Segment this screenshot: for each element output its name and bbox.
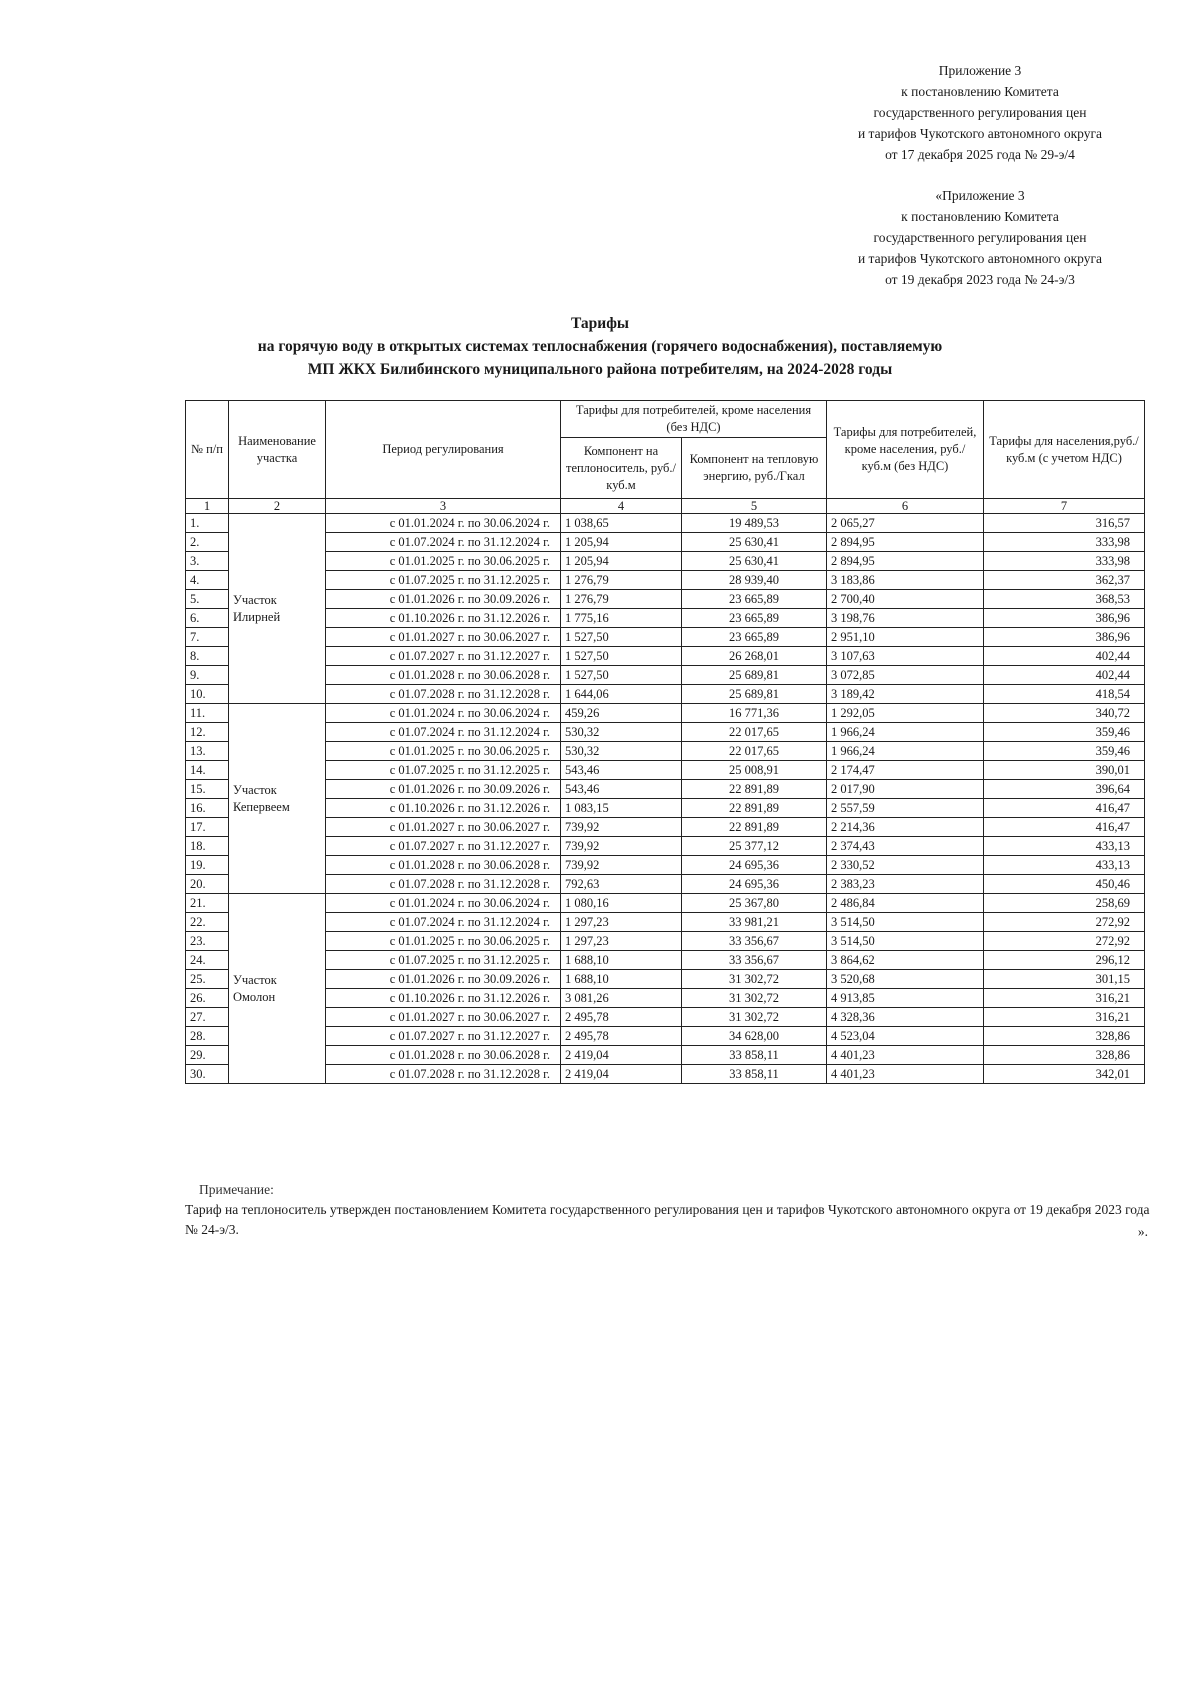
table-row — [186, 628, 1145, 647]
tariff-pop-cell: 296,12 — [984, 951, 1145, 970]
tariff-pop-cell: 333,98 — [984, 533, 1145, 552]
coolant-component-cell: 530,32 — [561, 742, 682, 761]
period-cell: с 01.01.2026 г. по 30.09.2026 г. — [326, 780, 561, 799]
tariff-excl-pop-cell: 1 966,24 — [827, 723, 984, 742]
coolant-component-cell: 1 688,10 — [561, 970, 682, 989]
energy-component-cell: 22 017,65 — [682, 723, 827, 742]
coolant-component-cell: 3 081,26 — [561, 989, 682, 1008]
tariff-excl-pop-cell: 3 514,50 — [827, 932, 984, 951]
header-num: № п/п — [186, 401, 229, 499]
energy-component-cell: 33 356,67 — [682, 932, 827, 951]
row-number: 4. — [186, 571, 229, 590]
area-name-line: Кепервеем — [233, 799, 290, 814]
tariff-excl-pop-cell: 4 328,36 — [827, 1008, 984, 1027]
row-number: 23. — [186, 932, 229, 951]
table-body — [186, 514, 1145, 1084]
row-number: 21. — [186, 894, 229, 913]
energy-component-cell: 33 981,21 — [682, 913, 827, 932]
area-name — [229, 514, 326, 704]
area-name-line: Участок — [233, 592, 277, 607]
row-number: 16. — [186, 799, 229, 818]
coolant-component-cell: 739,92 — [561, 837, 682, 856]
period-cell: с 01.07.2025 г. по 31.12.2025 г. — [326, 571, 561, 590]
tariff-excl-pop-cell: 2 951,10 — [827, 628, 984, 647]
coolant-component-cell: 792,63 — [561, 875, 682, 894]
energy-component-cell: 33 858,11 — [682, 1065, 827, 1084]
energy-component-cell: 23 665,89 — [682, 590, 827, 609]
table-row — [186, 514, 1145, 533]
row-number: 1. — [186, 514, 229, 533]
header-area: Наименование участка — [229, 401, 326, 499]
period-cell: с 01.07.2028 г. по 31.12.2028 г. — [326, 1065, 561, 1084]
tariff-excl-pop-cell: 3 198,76 — [827, 609, 984, 628]
energy-component-cell: 25 377,12 — [682, 837, 827, 856]
period-cell: с 01.07.2027 г. по 31.12.2027 г. — [326, 1027, 561, 1046]
energy-component-cell: 25 008,91 — [682, 761, 827, 780]
table-row — [186, 609, 1145, 628]
coolant-component-cell: 530,32 — [561, 723, 682, 742]
period-cell: с 01.07.2027 г. по 31.12.2027 г. — [326, 837, 561, 856]
tariff-pop-cell: 328,86 — [984, 1046, 1145, 1065]
note-label: Примечание: — [199, 1182, 274, 1197]
header-tariff-excl-pop: Тарифы для потребителей, кроме населения, руб./куб.м (без НДС) — [827, 401, 984, 499]
table-row — [186, 913, 1145, 932]
annex-line: от 17 декабря 2025 года № 29-э/4 — [885, 147, 1075, 162]
energy-component-cell: 16 771,36 — [682, 704, 827, 723]
coolant-component-cell: 543,46 — [561, 761, 682, 780]
row-number: 28. — [186, 1027, 229, 1046]
table-row — [186, 685, 1145, 704]
row-number: 22. — [186, 913, 229, 932]
table-row — [186, 723, 1145, 742]
tariff-pop-cell: 402,44 — [984, 647, 1145, 666]
row-number: 18. — [186, 837, 229, 856]
header-tariff-pop: Тарифы для населения,руб./куб.м (с учетом НДС) — [984, 401, 1145, 499]
column-number: 7 — [984, 499, 1145, 514]
table-row — [186, 742, 1145, 761]
annex-header-current — [830, 60, 1130, 165]
table-row — [186, 894, 1145, 913]
tariff-pop-cell: 433,13 — [984, 837, 1145, 856]
row-number: 17. — [186, 818, 229, 837]
annex-line: и тарифов Чукотского автономного округа — [857, 126, 1103, 141]
tariff-pop-cell: 368,53 — [984, 590, 1145, 609]
tariff-pop-cell: 333,98 — [984, 552, 1145, 571]
tariff-excl-pop-cell: 1 966,24 — [827, 742, 984, 761]
table-row — [186, 761, 1145, 780]
period-cell: с 01.01.2025 г. по 30.06.2025 г. — [326, 552, 561, 571]
period-cell: с 01.07.2024 г. по 31.12.2024 г. — [326, 533, 561, 552]
tariff-excl-pop-cell: 1 292,05 — [827, 704, 984, 723]
row-number: 24. — [186, 951, 229, 970]
coolant-component-cell: 1 276,79 — [561, 590, 682, 609]
column-number: 5 — [682, 499, 827, 514]
header-comp-coolant: Компонент на теплоноситель, руб./куб.м — [561, 438, 682, 499]
coolant-component-cell: 739,92 — [561, 856, 682, 875]
row-number: 19. — [186, 856, 229, 875]
header-period: Период регулирования — [326, 401, 561, 499]
table-row — [186, 970, 1145, 989]
energy-component-cell: 31 302,72 — [682, 989, 827, 1008]
row-number: 15. — [186, 780, 229, 799]
tariff-pop-cell: 390,01 — [984, 761, 1145, 780]
table-row — [186, 704, 1145, 723]
row-number: 10. — [186, 685, 229, 704]
coolant-component-cell: 1 644,06 — [561, 685, 682, 704]
tariff-pop-cell: 416,47 — [984, 818, 1145, 837]
energy-component-cell: 25 367,80 — [682, 894, 827, 913]
row-number: 27. — [186, 1008, 229, 1027]
note-section — [185, 1180, 1155, 1240]
coolant-component-cell: 1 297,23 — [561, 932, 682, 951]
tariff-pop-cell: 386,96 — [984, 609, 1145, 628]
period-cell: с 01.01.2028 г. по 30.06.2028 г. — [326, 666, 561, 685]
table-row — [186, 1065, 1145, 1084]
tariff-excl-pop-cell: 2 330,52 — [827, 856, 984, 875]
annex-header-original — [830, 185, 1130, 290]
tariff-pop-cell: 362,37 — [984, 571, 1145, 590]
row-number: 2. — [186, 533, 229, 552]
period-cell: с 01.01.2028 г. по 30.06.2028 г. — [326, 1046, 561, 1065]
column-number-row — [186, 499, 1145, 514]
energy-component-cell: 19 489,53 — [682, 514, 827, 533]
table-row — [186, 932, 1145, 951]
tariff-pop-cell: 396,64 — [984, 780, 1145, 799]
tariff-pop-cell: 258,69 — [984, 894, 1145, 913]
energy-component-cell: 33 858,11 — [682, 1046, 827, 1065]
energy-component-cell: 22 891,89 — [682, 818, 827, 837]
tariff-pop-cell: 359,46 — [984, 723, 1145, 742]
period-cell: с 01.01.2025 г. по 30.06.2025 г. — [326, 742, 561, 761]
column-number: 6 — [827, 499, 984, 514]
tariff-pop-cell: 402,44 — [984, 666, 1145, 685]
tariff-excl-pop-cell: 2 065,27 — [827, 514, 984, 533]
tariff-pop-cell: 316,21 — [984, 1008, 1145, 1027]
tariff-excl-pop-cell: 3 864,62 — [827, 951, 984, 970]
row-number: 26. — [186, 989, 229, 1008]
period-cell: с 01.01.2026 г. по 30.09.2026 г. — [326, 970, 561, 989]
energy-component-cell: 25 630,41 — [682, 552, 827, 571]
tariff-excl-pop-cell: 4 523,04 — [827, 1027, 984, 1046]
table-row — [186, 989, 1145, 1008]
energy-component-cell: 26 268,01 — [682, 647, 827, 666]
area-name-line: Омолон — [233, 989, 276, 1004]
table-row — [186, 647, 1145, 666]
annex-line: и тарифов Чукотского автономного округа — [857, 251, 1103, 266]
tariff-table — [185, 400, 1145, 1084]
tariff-pop-cell: 301,15 — [984, 970, 1145, 989]
coolant-component-cell: 459,26 — [561, 704, 682, 723]
table-row — [186, 552, 1145, 571]
tariff-excl-pop-cell: 2 557,59 — [827, 799, 984, 818]
document-title — [240, 312, 960, 381]
energy-component-cell: 25 630,41 — [682, 533, 827, 552]
title-line-1: Тарифы — [570, 315, 630, 332]
tariff-excl-pop-cell: 3 107,63 — [827, 647, 984, 666]
coolant-component-cell: 1 775,16 — [561, 609, 682, 628]
table-row — [186, 856, 1145, 875]
column-number: 3 — [326, 499, 561, 514]
tariff-excl-pop-cell: 2 894,95 — [827, 552, 984, 571]
tariff-pop-cell: 272,92 — [984, 932, 1145, 951]
energy-component-cell: 25 689,81 — [682, 685, 827, 704]
tariff-pop-cell: 342,01 — [984, 1065, 1145, 1084]
period-cell: с 01.10.2026 г. по 31.12.2026 г. — [326, 989, 561, 1008]
coolant-component-cell: 1 205,94 — [561, 533, 682, 552]
row-number: 7. — [186, 628, 229, 647]
closing-quote-mark: ». — [1137, 1224, 1148, 1239]
table-row — [186, 818, 1145, 837]
row-number: 6. — [186, 609, 229, 628]
title-line-2: на горячую воду в открытых системах теплоснабжения (горячего водоснабжения), поставляемую — [257, 338, 943, 355]
tariff-pop-cell: 316,57 — [984, 514, 1145, 533]
tariff-excl-pop-cell: 3 520,68 — [827, 970, 984, 989]
table-row — [186, 837, 1145, 856]
tariff-excl-pop-cell: 2 700,40 — [827, 590, 984, 609]
note-text: Тариф на теплоноситель утвержден постановлением Комитета государственного регулирования цен и тарифов Чукотского автономного округа от 19 декабря 2023 года № 24-э/3. — [185, 1202, 1150, 1237]
coolant-component-cell: 543,46 — [561, 780, 682, 799]
period-cell: с 01.10.2026 г. по 31.12.2026 г. — [326, 609, 561, 628]
row-number: 13. — [186, 742, 229, 761]
tariff-excl-pop-cell: 4 401,23 — [827, 1065, 984, 1084]
period-cell: с 01.07.2025 г. по 31.12.2025 г. — [326, 761, 561, 780]
coolant-component-cell: 2 419,04 — [561, 1065, 682, 1084]
coolant-component-cell: 2 419,04 — [561, 1046, 682, 1065]
table-row — [186, 875, 1145, 894]
annex-line: государственного регулирования цен — [873, 105, 1087, 120]
tariff-pop-cell: 316,21 — [984, 989, 1145, 1008]
row-number: 25. — [186, 970, 229, 989]
table-row — [186, 951, 1145, 970]
coolant-component-cell: 1 080,16 — [561, 894, 682, 913]
row-number: 29. — [186, 1046, 229, 1065]
row-number: 12. — [186, 723, 229, 742]
row-number: 30. — [186, 1065, 229, 1084]
coolant-component-cell: 1 527,50 — [561, 647, 682, 666]
period-cell: с 01.01.2024 г. по 30.06.2024 г. — [326, 704, 561, 723]
period-cell: с 01.01.2027 г. по 30.06.2027 г. — [326, 628, 561, 647]
column-number: 1 — [186, 499, 229, 514]
period-cell: с 01.07.2025 г. по 31.12.2025 г. — [326, 951, 561, 970]
coolant-component-cell: 1 083,15 — [561, 799, 682, 818]
coolant-component-cell: 1 527,50 — [561, 628, 682, 647]
tariff-excl-pop-cell: 2 017,90 — [827, 780, 984, 799]
period-cell: с 01.01.2024 г. по 30.06.2024 г. — [326, 894, 561, 913]
title-line-3: МП ЖКХ Билибинского муниципального района потребителям, на 2024-2028 годы — [307, 361, 893, 378]
tariff-pop-cell: 433,13 — [984, 856, 1145, 875]
row-number: 3. — [186, 552, 229, 571]
energy-component-cell: 31 302,72 — [682, 970, 827, 989]
period-cell: с 01.07.2028 г. по 31.12.2028 г. — [326, 875, 561, 894]
area-name — [229, 704, 326, 894]
annex-line: от 19 декабря 2023 года № 24-э/3 — [885, 272, 1075, 287]
energy-component-cell: 31 302,72 — [682, 1008, 827, 1027]
coolant-component-cell: 1 205,94 — [561, 552, 682, 571]
table-row — [186, 533, 1145, 552]
period-cell: с 01.01.2027 г. по 30.06.2027 г. — [326, 1008, 561, 1027]
tariff-pop-cell: 416,47 — [984, 799, 1145, 818]
energy-component-cell: 24 695,36 — [682, 856, 827, 875]
table-header — [186, 401, 1145, 514]
tariff-excl-pop-cell: 3 514,50 — [827, 913, 984, 932]
tariff-excl-pop-cell: 2 174,47 — [827, 761, 984, 780]
area-name-line: Участок — [233, 972, 277, 987]
tariff-pop-cell: 340,72 — [984, 704, 1145, 723]
period-cell: с 01.01.2027 г. по 30.06.2027 г. — [326, 818, 561, 837]
energy-component-cell: 24 695,36 — [682, 875, 827, 894]
energy-component-cell: 34 628,00 — [682, 1027, 827, 1046]
table-row — [186, 590, 1145, 609]
row-number: 20. — [186, 875, 229, 894]
period-cell: с 01.01.2028 г. по 30.06.2028 г. — [326, 856, 561, 875]
coolant-component-cell: 1 527,50 — [561, 666, 682, 685]
period-cell: с 01.07.2027 г. по 31.12.2027 г. — [326, 647, 561, 666]
period-cell: с 01.01.2025 г. по 30.06.2025 г. — [326, 932, 561, 951]
table-row — [186, 1046, 1145, 1065]
coolant-component-cell: 2 495,78 — [561, 1008, 682, 1027]
row-number: 14. — [186, 761, 229, 780]
coolant-component-cell: 1 297,23 — [561, 913, 682, 932]
energy-component-cell: 25 689,81 — [682, 666, 827, 685]
annex-line: государственного регулирования цен — [873, 230, 1087, 245]
tariff-pop-cell: 386,96 — [984, 628, 1145, 647]
header-group-excl-pop: Тарифы для потребителей, кроме населения (без НДС) — [561, 401, 827, 438]
tariff-pop-cell: 272,92 — [984, 913, 1145, 932]
period-cell: с 01.07.2024 г. по 31.12.2024 г. — [326, 723, 561, 742]
period-cell: с 01.10.2026 г. по 31.12.2026 г. — [326, 799, 561, 818]
tariff-excl-pop-cell: 2 383,23 — [827, 875, 984, 894]
tariff-pop-cell: 359,46 — [984, 742, 1145, 761]
tariff-excl-pop-cell: 2 374,43 — [827, 837, 984, 856]
annex-line: «Приложение 3 — [935, 188, 1025, 203]
annex-line: к постановлению Комитета — [901, 84, 1059, 99]
tariff-pop-cell: 418,54 — [984, 685, 1145, 704]
tariff-pop-cell: 450,46 — [984, 875, 1145, 894]
energy-component-cell: 22 891,89 — [682, 799, 827, 818]
coolant-component-cell: 739,92 — [561, 818, 682, 837]
table-row — [186, 1027, 1145, 1046]
coolant-component-cell: 1 276,79 — [561, 571, 682, 590]
table-row — [186, 1008, 1145, 1027]
tariff-excl-pop-cell: 2 894,95 — [827, 533, 984, 552]
area-name — [229, 894, 326, 1084]
row-number: 5. — [186, 590, 229, 609]
period-cell: с 01.01.2024 г. по 30.06.2024 г. — [326, 514, 561, 533]
table-row — [186, 571, 1145, 590]
coolant-component-cell: 2 495,78 — [561, 1027, 682, 1046]
row-number: 11. — [186, 704, 229, 723]
energy-component-cell: 23 665,89 — [682, 609, 827, 628]
column-number: 4 — [561, 499, 682, 514]
tariff-excl-pop-cell: 2 486,84 — [827, 894, 984, 913]
tariff-excl-pop-cell: 3 189,42 — [827, 685, 984, 704]
row-number: 9. — [186, 666, 229, 685]
area-name-line: Участок — [233, 782, 277, 797]
area-name-line: Илирней — [233, 609, 281, 624]
annex-line: к постановлению Комитета — [901, 209, 1059, 224]
energy-component-cell: 22 891,89 — [682, 780, 827, 799]
table-row — [186, 666, 1145, 685]
period-cell: с 01.07.2024 г. по 31.12.2024 г. — [326, 913, 561, 932]
period-cell: с 01.01.2026 г. по 30.09.2026 г. — [326, 590, 561, 609]
table-row — [186, 780, 1145, 799]
row-number: 8. — [186, 647, 229, 666]
annex-line: Приложение 3 — [938, 63, 1022, 78]
energy-component-cell: 28 939,40 — [682, 571, 827, 590]
header-comp-energy: Компонент на тепловую энергию, руб./Гкал — [682, 438, 827, 499]
period-cell: с 01.07.2028 г. по 31.12.2028 г. — [326, 685, 561, 704]
tariff-excl-pop-cell: 3 183,86 — [827, 571, 984, 590]
tariff-excl-pop-cell: 4 913,85 — [827, 989, 984, 1008]
column-number: 2 — [229, 499, 326, 514]
tariff-excl-pop-cell: 3 072,85 — [827, 666, 984, 685]
energy-component-cell: 33 356,67 — [682, 951, 827, 970]
tariff-excl-pop-cell: 2 214,36 — [827, 818, 984, 837]
energy-component-cell: 23 665,89 — [682, 628, 827, 647]
table-row — [186, 799, 1145, 818]
tariff-excl-pop-cell: 4 401,23 — [827, 1046, 984, 1065]
coolant-component-cell: 1 688,10 — [561, 951, 682, 970]
energy-component-cell: 22 017,65 — [682, 742, 827, 761]
coolant-component-cell: 1 038,65 — [561, 514, 682, 533]
tariff-pop-cell: 328,86 — [984, 1027, 1145, 1046]
